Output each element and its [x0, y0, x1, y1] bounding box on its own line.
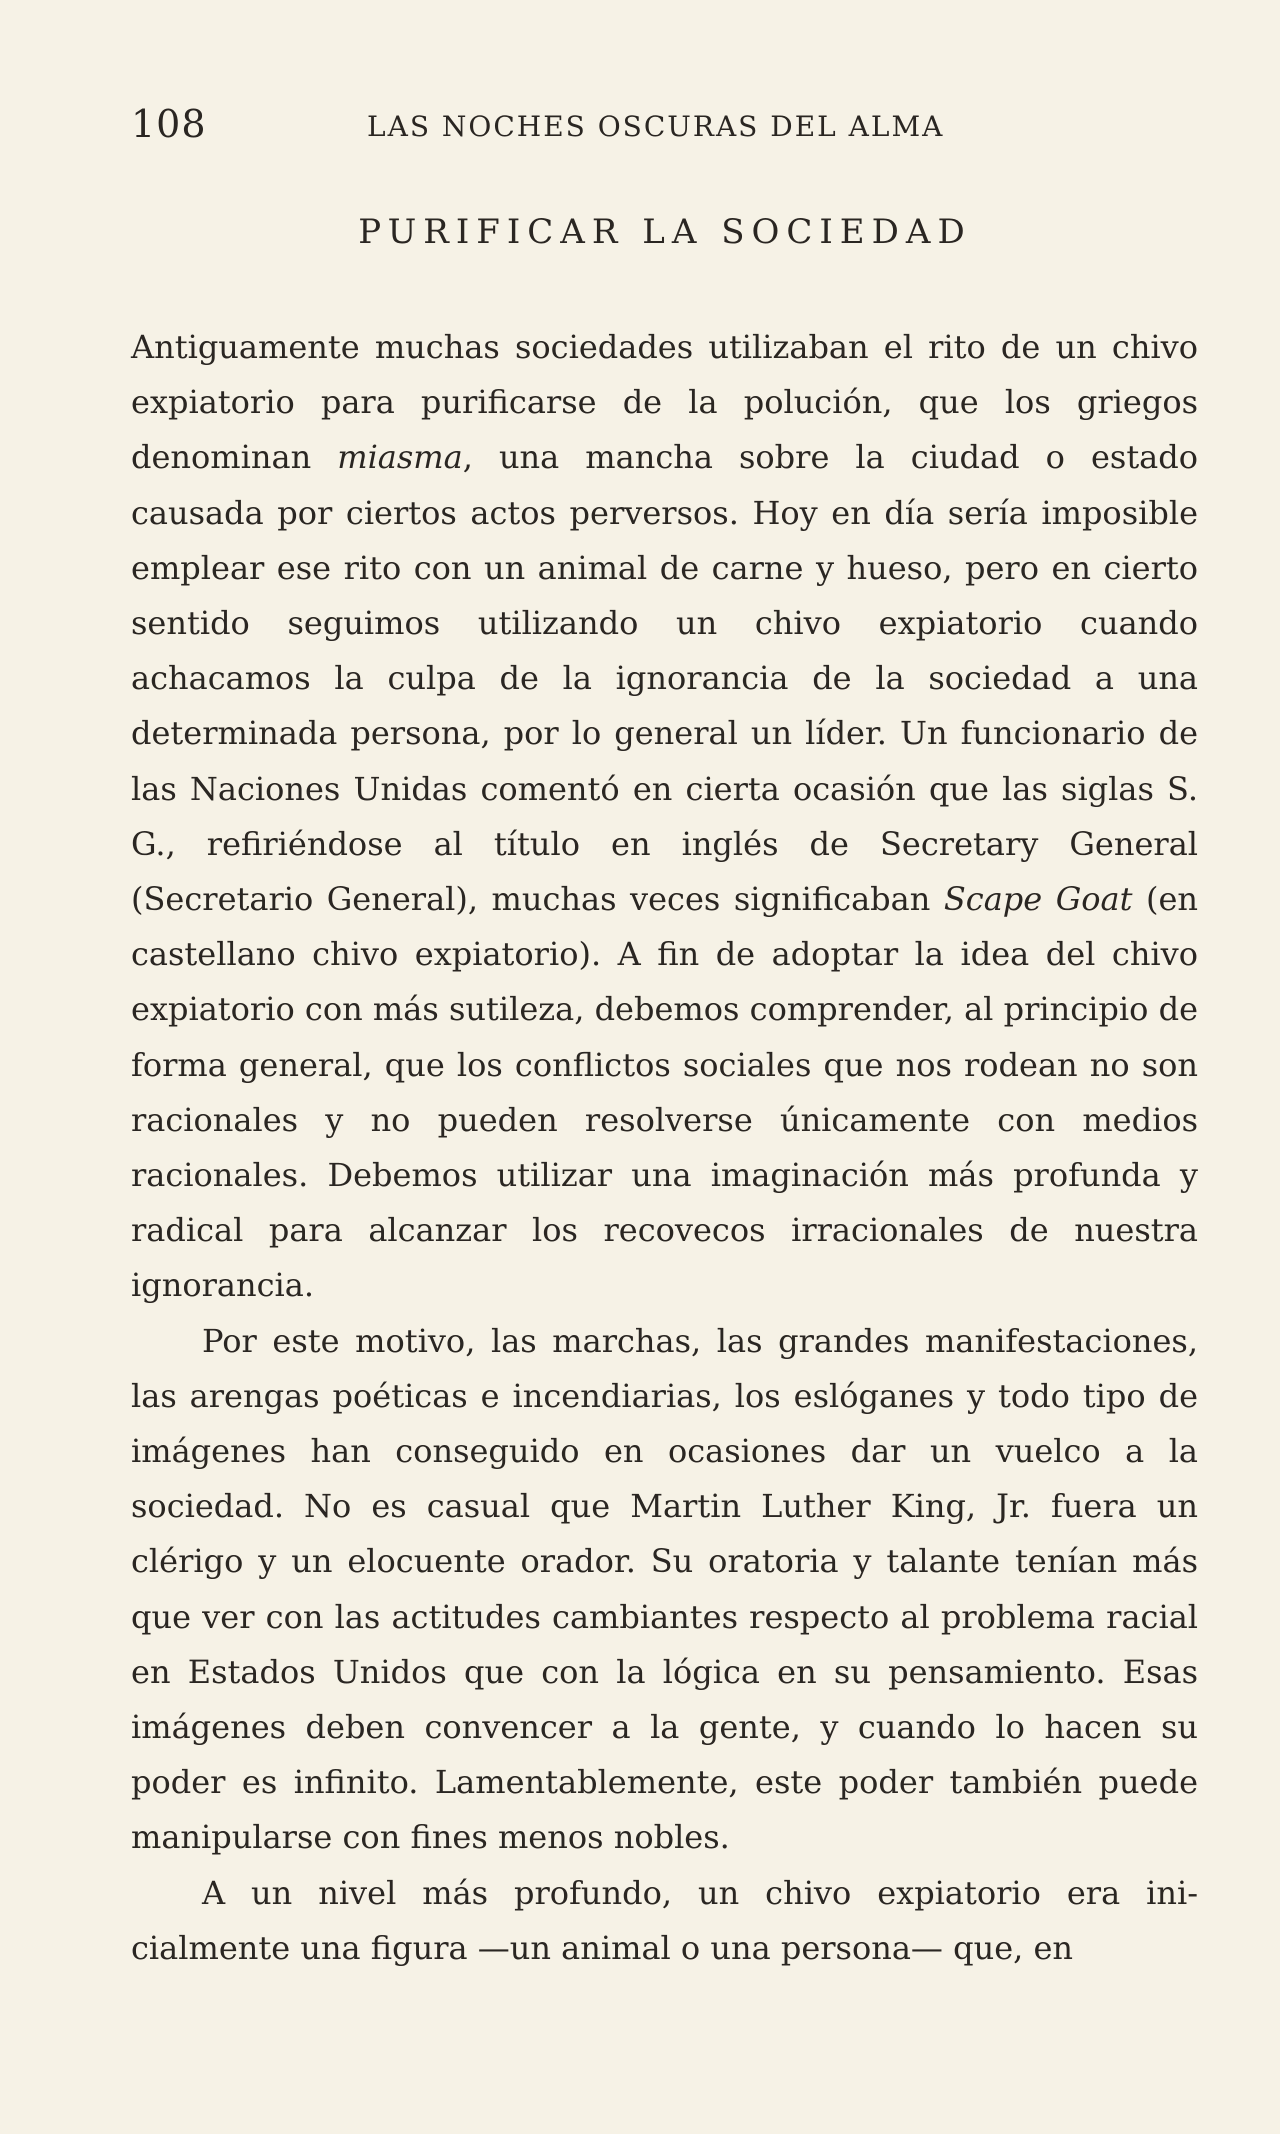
body-text — [131, 320, 1198, 1976]
italic-term-scape-goat: Scape Goat — [943, 880, 1133, 919]
italic-term-miasma: miasma — [337, 438, 463, 477]
section-title: PURIFICAR LA SOCIEDAD — [358, 212, 972, 252]
paragraph-1 — [131, 320, 1198, 1314]
paragraph-1-part-c: (en castellano chivo expiatorio). A fin de adoptar la idea del chivo expiatorio con más sutileza, debemos comprender, al principio de forma general, que los conflictos sociales que nos rodean no son racionales y no pueden resolverse únicamente con medios racionales. Debemos utilizar una imaginación más profunda y radical para alcanzar los recovecos irracionales de nuestra ignorancia. — [131, 880, 1199, 1305]
paragraph-2: Por este motivo, las marchas, las grandes manifestaciones, las arengas poéticas e incendiarias, los eslóganes y todo tipo de imágenes han conseguido en ocasiones dar un vuelco a la sociedad. No es casual que Martin Luther King, Jr. fuera un clérigo y un elocuente orador. Su oratoria y talante tenían más que ver con las actitudes cambiantes respecto al problema racial en Estados Unidos que con la lógica en su pensamiento. Esas imágenes deben convencer a la gente, y cuando lo hacen su poder es infinito. Lamentablemente, este poder también puede manipularse con fines menos nobles. — [131, 1321, 1198, 1857]
paragraph-1-part-b: , una mancha sobre la ciudad o estado causada por ciertos actos perversos. Hoy en día sería imposible emplear ese rito con un animal de carne y hueso, pero en cierto sentido seguimos utilizando un chivo expiatorio cuando achacamos la culpa de la ignorancia de la sociedad a una determinada persona, por lo general un líder. Un funcionario de las Naciones Unidas comentó en cierta ocasión que las siglas S. G., refiriéndose al título en inglés de Secretary General (Secretario General), muchas veces significaban — [131, 438, 1198, 919]
paragraph-3: A un nivel más profundo, un chivo expiatorio era inicialmente una figura —un animal o una persona— que, en — [131, 1873, 1198, 1967]
running-head — [131, 102, 1201, 152]
running-title: LAS NOCHES OSCURAS DEL ALMA — [367, 110, 945, 143]
paragraph-1-part-a: Antiguamente muchas sociedades utilizaban el rito de un chivo expiatorio para purificarse de la polución, que los griegos denominan — [131, 328, 1198, 477]
page-number: 108 — [131, 102, 207, 146]
